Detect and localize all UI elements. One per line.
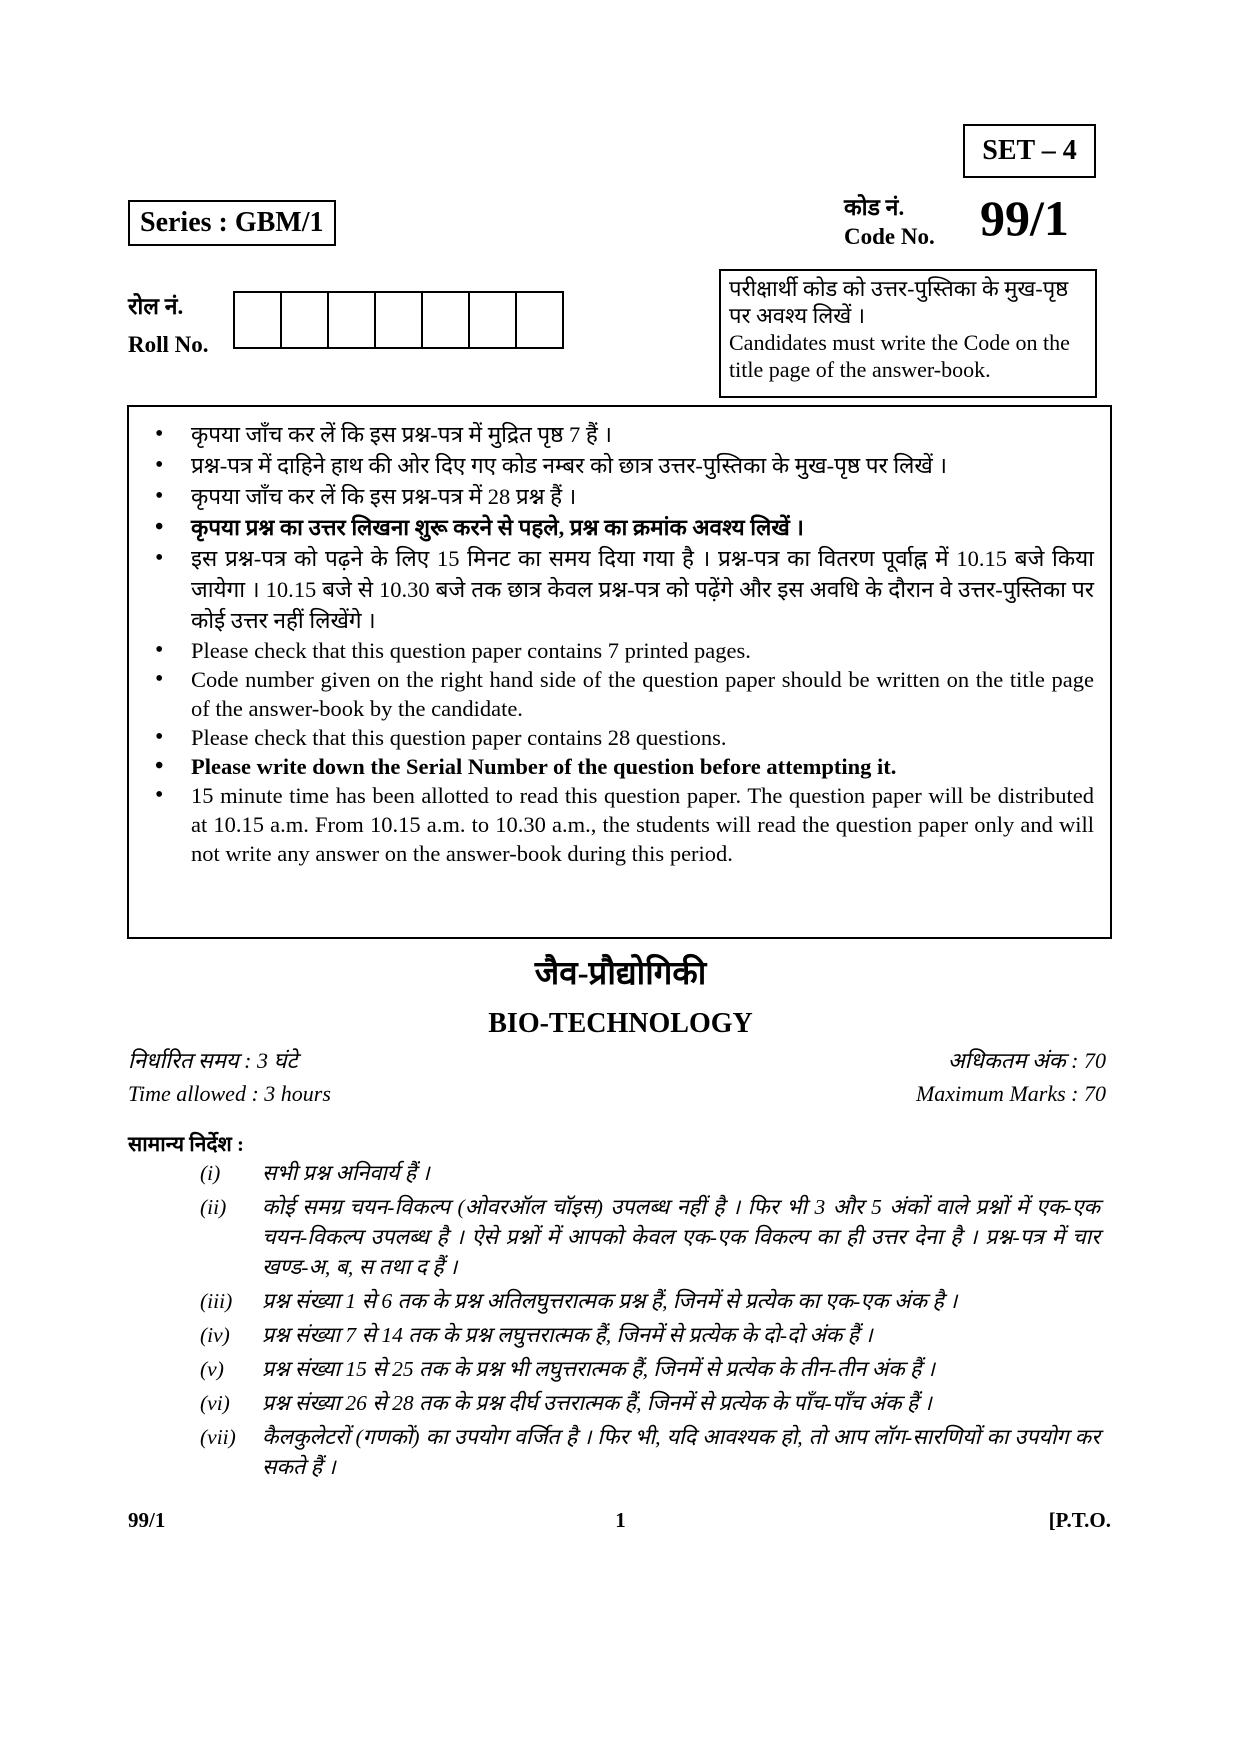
general-instruction-text: प्रश्न संख्या 7 से 14 तक के प्रश्न लघुत्तरात्मक हैं, जिनमें से प्रत्येक के दो-दो अंक हैं । xyxy=(262,1323,873,1347)
maximum-marks xyxy=(916,1044,1106,1110)
roll-cell[interactable] xyxy=(517,293,564,347)
roll-cell[interactable] xyxy=(423,293,470,347)
general-instruction-text: प्रश्न संख्या 1 से 6 तक के प्रश्न अतिलघुत्तरात्मक प्रश्न हैं, जिनमें से प्रत्येक का एक-एक अंक है । xyxy=(262,1289,958,1313)
instruction-item: • कृपया जाँच कर लें कि इस प्रश्न-पत्र में मुद्रित पृष्ठ 7 हैं । xyxy=(145,419,1094,450)
general-instruction-item xyxy=(200,1286,1100,1316)
instruction-item: • प्रश्न-पत्र में दाहिने हाथ की ओर दिए गए कोड नम्बर को छात्र उत्तर-पुस्तिका के मुख-पृष्ठ पर लिखें । xyxy=(145,450,1094,481)
roll-cell[interactable] xyxy=(329,293,376,347)
instruction-item: • 15 minute time has been allotted to read this question paper. The question paper will be distributed at 10.15 a.m. From 10.15 a.m. to 10.30 a.m., the students will read the question paper only and will not write any answer on the answer-book during this period. xyxy=(145,781,1094,868)
general-instruction-item xyxy=(200,1158,1100,1188)
time-allowed xyxy=(128,1044,331,1110)
maximum-marks-en: Maximum Marks : 70 xyxy=(915,1081,1106,1106)
roll-label xyxy=(128,288,209,364)
general-instruction-number: (v) xyxy=(200,1357,224,1381)
maximum-marks-hi: अधिकतम अंक : 70 xyxy=(947,1048,1106,1073)
general-instruction-number: (vi) xyxy=(200,1391,230,1415)
instruction-item: • Please check that this question paper contains 7 printed pages. xyxy=(145,636,1094,665)
code-note-en: Candidates must write the Code on the title page of the answer-book. xyxy=(729,330,1070,382)
page-number: 1 xyxy=(615,1508,626,1532)
time-allowed-hi: निर्धारित समय : 3 घंटे xyxy=(128,1048,298,1073)
general-instruction-item xyxy=(200,1192,1100,1282)
general-instruction-number: (iii) xyxy=(200,1289,233,1313)
code-label-hi: कोड नं. xyxy=(844,195,905,220)
general-instruction-text: प्रश्न संख्या 15 से 25 तक के प्रश्न भी लघुत्तरात्मक हैं, जिनमें से प्रत्येक के तीन-तीन अंक हैं । xyxy=(262,1357,935,1381)
general-instruction-item xyxy=(200,1320,1100,1350)
code-value: 99/1 xyxy=(980,190,1069,246)
code-note-hi: परीक्षार्थी कोड को उत्तर-पुस्तिका के मुख-पृष्ठ पर अवश्य लिखें । xyxy=(729,276,1069,328)
roll-cell[interactable] xyxy=(235,293,282,347)
general-instruction-number: (iv) xyxy=(200,1323,230,1347)
general-instruction-number: (vii) xyxy=(200,1425,236,1449)
general-instructions-list xyxy=(200,1158,1100,1486)
general-instruction-number: (ii) xyxy=(200,1195,227,1219)
roll-cell[interactable] xyxy=(282,293,329,347)
roll-label-en: Roll No. xyxy=(128,332,209,357)
general-instruction-item xyxy=(200,1422,1100,1482)
series-label: Series : GBM/1 xyxy=(128,200,336,246)
code-label xyxy=(844,193,935,251)
instruction-item: • कृपया प्रश्न का उत्तर लिखना शुरू करने से पहले, प्रश्न का क्रमांक अवश्य लिखें । xyxy=(145,512,1094,543)
roll-cell[interactable] xyxy=(470,293,517,347)
subject-title-en: BIO-TECHNOLOGY xyxy=(488,1008,753,1039)
set-label: SET – 4 xyxy=(963,124,1096,178)
instruction-item: • Code number given on the right hand side of the question paper should be written on the title page of the answer-book by the candidate. xyxy=(145,665,1094,723)
code-label-en: Code No. xyxy=(844,224,935,249)
roll-label-hi: रोल नं. xyxy=(128,294,184,319)
general-instruction-item xyxy=(200,1388,1100,1418)
roll-number-grid[interactable] xyxy=(233,291,564,349)
please-turn-over: [P.T.O. xyxy=(1048,1508,1111,1532)
subject-title-hi: जैव-प्रौद्योगिकी xyxy=(534,956,707,992)
instructions-box xyxy=(127,405,1112,939)
code-note-box xyxy=(719,269,1097,398)
time-allowed-en: Time allowed : 3 hours xyxy=(128,1081,331,1106)
roll-cell[interactable] xyxy=(376,293,423,347)
instructions-list xyxy=(145,419,1094,868)
general-instruction-text: कैलकुलेटरों (गणकों) का उपयोग वर्जित है । फिर भी, यदि आवश्यक हो, तो आप लॉग-सारणियों का उपयोग कर सकते हैं । xyxy=(262,1425,1100,1479)
general-instruction-number: (i) xyxy=(200,1161,221,1185)
general-instruction-item xyxy=(200,1354,1100,1384)
instruction-item: • इस प्रश्न-पत्र को पढ़ने के लिए 15 मिनट का समय दिया गया है । प्रश्न-पत्र का वितरण पूर्वाह्न में 10.15 बजे किया जायेगा । 10.15 बजे से 10.30 बजे तक छात्र केवल प्रश्न-पत्र को पढ़ेंगे और इस अवधि के दौरान वे उत्तर-पुस्तिका पर कोई उत्तर नहीं लिखेंगे । xyxy=(145,543,1094,636)
general-instructions-heading: सामान्य निर्देश : xyxy=(128,1132,245,1156)
general-instruction-text: कोई समग्र चयन-विकल्प (ओवरऑल चॉइस) उपलब्ध नहीं है । फिर भी 3 और 5 अंकों वाले प्रश्नों में एक-एक चयन-विकल्प उपलब्ध है । ऐसे प्रश्नों में आपको केवल एक-एक विकल्प का ही उत्तर देना है । प्रश्न-पत्र में चार खण्ड-अ, ब, स तथा द हैं । xyxy=(262,1195,1100,1279)
footer-code: 99/1 xyxy=(128,1508,166,1532)
instruction-item: • Please check that this question paper contains 28 questions. xyxy=(145,723,1094,752)
instruction-item: • Please write down the Serial Number of the question before attempting it. xyxy=(145,752,1094,781)
general-instruction-text: सभी प्रश्न अनिवार्य हैं । xyxy=(262,1161,430,1185)
instruction-item: • कृपया जाँच कर लें कि इस प्रश्न-पत्र में 28 प्रश्न हैं । xyxy=(145,481,1094,512)
general-instruction-text: प्रश्न संख्या 26 से 28 तक के प्रश्न दीर्घ उत्तरात्मक हैं, जिनमें से प्रत्येक के पाँच-पाँच अंक हैं । xyxy=(262,1391,932,1415)
